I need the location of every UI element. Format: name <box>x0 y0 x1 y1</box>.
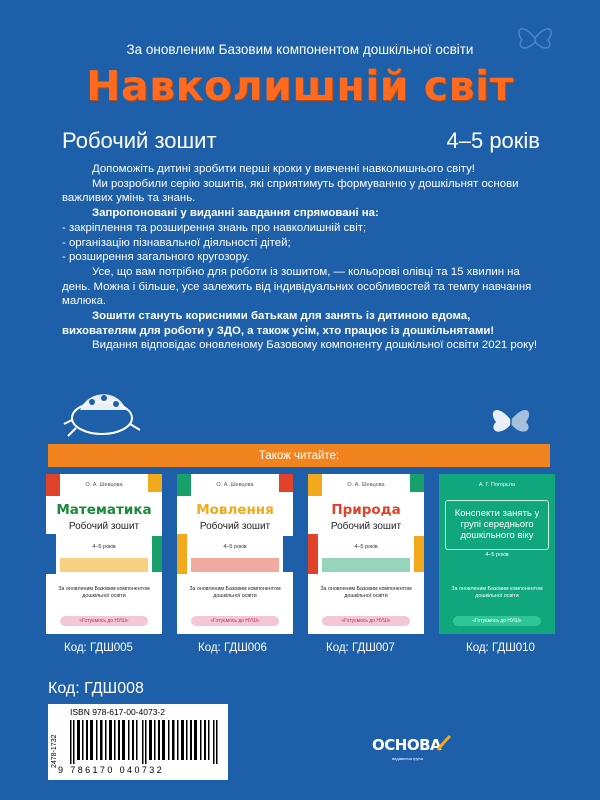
related-book-author: О. А. Шевцова <box>216 482 254 488</box>
related-book-code: Код: ГДШ007 <box>326 642 395 654</box>
barcode <box>48 704 228 780</box>
product-code: Код: ГДШ008 <box>48 680 144 697</box>
desc-paragraph-2: Ми розробили серію зошитів, які сприятимуть формуванню у дошкільнят основи важливих умінь та знань. <box>62 177 519 205</box>
related-book-author: О. А. Шевцова <box>347 482 385 488</box>
barcode-digits: 9 786170 040732 <box>58 765 165 775</box>
related-book-title: Природа <box>331 502 401 518</box>
desc-aim-item: - організацію пізнавальної діяльності дітей; <box>62 236 291 249</box>
related-book-standard: За оновленим Базовим компонентом дошкільної освіти <box>320 586 412 599</box>
standard-note: За оновленим Базовим компонентом дошкільної освіти <box>126 42 474 57</box>
related-book-card[interactable] <box>439 474 555 634</box>
related-book-standard: За оновленим Базовим компонентом дошкільної освіти <box>189 586 281 599</box>
desc-aim-item: - закріплення та розширення знань про навколишній світ; <box>62 221 367 234</box>
desc-paragraph-1: Допоможіть дитині зробити перші кроки у вивченні навколишнього світу! <box>92 163 475 175</box>
publisher-subtitle: видавнича група <box>392 756 423 761</box>
related-book-age: 4–5 років <box>354 544 378 550</box>
description <box>62 162 542 353</box>
barcode-bars <box>70 720 220 764</box>
book-title: Навколишній світ <box>86 62 514 110</box>
related-book-title: Мовлення <box>196 502 274 518</box>
related-book-subtitle: Робочий зошит <box>68 521 140 532</box>
desc-paragraph-5: Зошити стануть корисними батькам для занять із дитиною вдома, вихователям для роботи у ЗДО, а також усім, хто працює із дошкільнятами! <box>62 310 495 337</box>
related-book-card[interactable] <box>177 474 293 634</box>
related-book-age: 4–5 років <box>223 544 247 550</box>
related-book-standard: За оновленим Базовим компонентом дошкільної освіти <box>58 586 150 599</box>
related-book-code: Код: ГДШ010 <box>466 642 535 654</box>
book-subtitle: Робочий зошит <box>62 128 217 153</box>
related-book-subtitle: Робочий зошит <box>199 521 271 532</box>
related-books <box>46 474 556 634</box>
related-book-series: «Готуємось до НУШ» <box>60 616 148 626</box>
desc-paragraph-6: Видання відповідає оновленому Базовому компоненту дошкільної освіти 2021 року! <box>92 339 538 352</box>
age-range: 4–5 років <box>446 128 540 153</box>
related-book-series: «Готуємось до НУШ» <box>191 616 279 626</box>
related-book-age: 4–5 років <box>92 544 116 550</box>
related-book-title: Конспекти занять у групі середнього дошкільного віку <box>454 508 540 541</box>
publisher-logo: ОСНОВА <box>372 736 442 754</box>
also-read-banner: Також читайте: <box>48 444 550 467</box>
barcode-vertical-number: 2478-1732 <box>51 734 58 768</box>
related-book-title: Математика <box>56 502 152 518</box>
ladybug-illustration <box>60 380 150 444</box>
butterfly-illustration <box>486 398 536 442</box>
related-book-card[interactable] <box>46 474 162 634</box>
desc-aim-item: - розширення загального кругозору. <box>62 251 250 264</box>
desc-aims-heading: Запропоновані у виданні завдання спрямовані на: <box>92 207 379 220</box>
related-book-age: 4–5 років <box>485 552 509 558</box>
related-book-card[interactable] <box>308 474 424 634</box>
related-book-author: О. А. Шевцова <box>85 482 123 488</box>
related-book-code: Код: ГДШ005 <box>64 642 133 654</box>
isbn: ISBN 978-617-00-4073-2 <box>70 707 165 717</box>
related-book-subtitle: Робочий зошит <box>330 521 402 532</box>
related-book-standard: За оновленим Базовим компонентом дошкільної освіти <box>451 586 543 599</box>
related-book-author: А. Г. Погорєла <box>478 482 516 488</box>
related-book-code: Код: ГДШ006 <box>198 642 267 654</box>
publisher-swoosh-icon <box>436 734 452 752</box>
related-book-series: «Готуємось до НУШ» <box>453 616 541 626</box>
related-book-series: «Готуємось до НУШ» <box>322 616 410 626</box>
desc-paragraph-4: Усе, що вам потрібно для роботи із зошитом, — кольорові олівці та 15 хвилин на день. Можна і більше, усе залежить від індивідуальних особливостей та темпу навчання малюка. <box>62 265 532 308</box>
